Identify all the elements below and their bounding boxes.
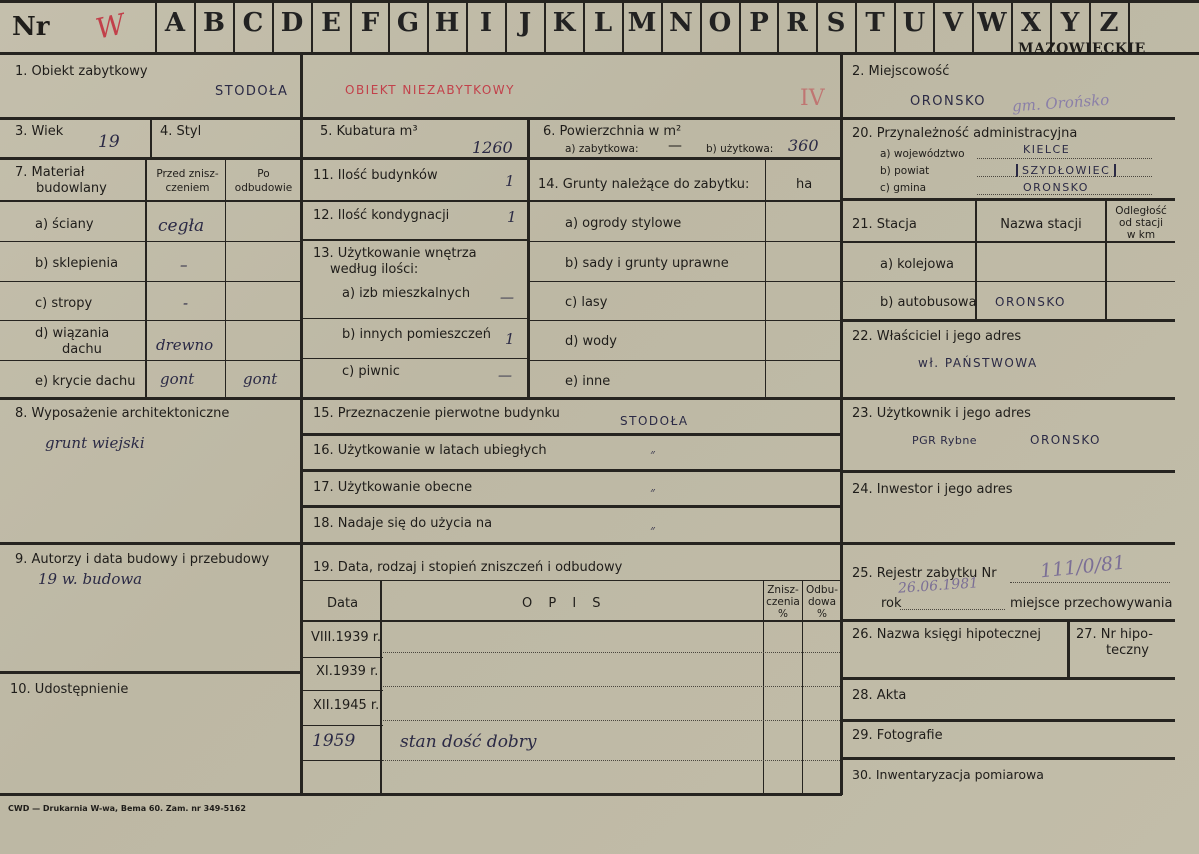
f6-sub-a: a) zabytkowa: bbox=[565, 143, 639, 155]
f13-c-val: — bbox=[498, 368, 512, 384]
f1-value: STODOŁA bbox=[215, 84, 289, 99]
f23-value2: ORONSKO bbox=[1030, 433, 1101, 447]
f7-row-d-before: drewno bbox=[156, 336, 214, 354]
f6-val-a: — bbox=[668, 138, 682, 154]
f12-value: 1 bbox=[507, 208, 517, 226]
f19-div1 bbox=[380, 580, 382, 795]
row2-div2 bbox=[527, 119, 530, 157]
f3-value: 19 bbox=[98, 132, 120, 152]
f21-col-dist2: od stacji bbox=[1118, 217, 1164, 229]
f9-label: 9. Autorzy i data budowy i przebudowy bbox=[15, 552, 270, 567]
f21-b-val: ORONSKO bbox=[995, 295, 1066, 309]
f7-col2a: Po bbox=[257, 168, 270, 180]
f20-a: a) województwo bbox=[880, 148, 965, 160]
f8-label: 8. Wyposażenie architektoniczne bbox=[15, 406, 230, 421]
f29-label: 29. Fotografie bbox=[852, 728, 943, 743]
f1-mark: IV bbox=[800, 86, 825, 111]
f2-note: gm. Orońsko bbox=[1011, 90, 1110, 116]
f28-line bbox=[842, 719, 1175, 722]
f20-c-val: ORONSKO bbox=[1023, 181, 1089, 194]
f28-label: 28. Akta bbox=[852, 688, 907, 703]
letter-i: I bbox=[479, 8, 493, 38]
f10-label: 10. Udostępnienie bbox=[10, 682, 129, 697]
f20-label: 20. Przynależność administracyjna bbox=[852, 126, 1078, 141]
letter-t: T bbox=[865, 8, 885, 38]
f20-a-val: KIELCE bbox=[1023, 143, 1071, 156]
f19-rl3 bbox=[300, 725, 383, 726]
f19-col-z3: % bbox=[778, 608, 788, 620]
f19-rl4 bbox=[300, 760, 383, 761]
f5-value: 1260 bbox=[472, 138, 513, 157]
f17-label: 17. Użytkowanie obecne bbox=[313, 480, 473, 495]
f14-line-a bbox=[528, 241, 840, 242]
nr-label: Nr bbox=[12, 12, 50, 42]
f14-div bbox=[765, 159, 766, 398]
letter-z: Z bbox=[1099, 8, 1119, 38]
f18-label: 18. Nadaje się do użycia na bbox=[313, 516, 493, 531]
top-border bbox=[0, 0, 1199, 3]
f20-c: c) gmina bbox=[880, 182, 927, 194]
f6-val-b: 360 bbox=[788, 136, 819, 155]
f27-label1: 27. Nr hipo- bbox=[1076, 627, 1153, 642]
f19-col-o1: Odbu- bbox=[805, 584, 839, 596]
f19-dot3 bbox=[383, 720, 840, 721]
f21-line-a bbox=[842, 281, 1175, 282]
f30-label: 30. Inwentaryzacja pomiarowa bbox=[852, 767, 1044, 782]
f4-label: 4. Styl bbox=[160, 124, 202, 139]
f21-line bbox=[842, 319, 1175, 322]
f27-label2: teczny bbox=[1106, 643, 1149, 658]
f7-head-line bbox=[0, 200, 300, 202]
f15-line bbox=[300, 433, 840, 436]
f21-col-name: Nazwa stacji bbox=[1000, 217, 1082, 232]
f7-row-c-before: - bbox=[183, 294, 189, 312]
f26-label: 26. Nazwa księgi hipotecznej bbox=[852, 627, 1041, 642]
f7-row-a-label: a) ściany bbox=[35, 217, 94, 232]
f7-row-b-before: – bbox=[180, 256, 188, 274]
bottom-line bbox=[0, 793, 842, 796]
letter-y: Y bbox=[1060, 8, 1080, 38]
f16-label: 16. Użytkowanie w latach ubiegłych bbox=[313, 443, 547, 458]
letter-k: K bbox=[552, 8, 576, 38]
f29-line bbox=[842, 757, 1175, 760]
f25-place: miejsce przechowywania bbox=[1010, 596, 1173, 611]
f12-line bbox=[300, 239, 528, 241]
f22-value: wł. PAŃSTWOWA bbox=[918, 356, 1038, 370]
letter-l: L bbox=[593, 8, 613, 38]
f19-rl2 bbox=[300, 690, 383, 691]
f20-line bbox=[842, 198, 1175, 201]
f25-rok-val: 26.06.1981 bbox=[897, 575, 979, 597]
letter-e: E bbox=[321, 8, 341, 38]
f7-row-b-label: b) sklepienia bbox=[35, 256, 119, 271]
f7-row-c-label: c) stropy bbox=[35, 296, 93, 311]
f24-label: 24. Inwestor i jego adres bbox=[852, 482, 1013, 497]
f7-line-b bbox=[0, 281, 300, 282]
f7-line-c bbox=[0, 320, 300, 321]
row2-line bbox=[0, 157, 840, 160]
f17-value: ״ bbox=[650, 485, 655, 500]
f23-line bbox=[842, 470, 1175, 473]
f26-div bbox=[1067, 621, 1070, 679]
f5-label: 5. Kubatura m³ bbox=[320, 124, 418, 139]
f14-line-b bbox=[528, 281, 840, 282]
f6-sub-b: b) użytkowa: bbox=[706, 143, 774, 155]
letter-j: J bbox=[518, 8, 532, 38]
f19-row2-date: XI.1939 r. bbox=[316, 664, 379, 679]
f21-a: a) kolejowa bbox=[880, 257, 954, 272]
f19-label: 19. Data, rodzaj i stopień zniszczeń i odbudowy bbox=[313, 560, 623, 575]
letter-c: C bbox=[242, 8, 264, 38]
letter-b: B bbox=[203, 8, 225, 38]
letter-u: U bbox=[902, 8, 926, 38]
f21-head-line bbox=[842, 241, 1175, 243]
f7-col1a: Przed znisz- bbox=[156, 168, 219, 180]
f7-row-e-label: e) krycie dachu bbox=[35, 374, 136, 389]
f25-line bbox=[842, 619, 1175, 622]
f7-label1: 7. Materiał bbox=[15, 165, 85, 180]
f14-row-a: a) ogrody stylowe bbox=[565, 216, 682, 231]
row1-line bbox=[0, 117, 1175, 120]
f20-dot-c bbox=[977, 194, 1152, 195]
f14-row-c: c) lasy bbox=[565, 295, 608, 310]
f14-row-e: e) inne bbox=[565, 374, 611, 389]
f19-dot2 bbox=[383, 686, 840, 687]
f7-div2 bbox=[225, 159, 226, 398]
f7-row-e-after: gont bbox=[243, 370, 278, 388]
f25-value: 111/0/81 bbox=[1039, 551, 1127, 583]
f7-row-d-label1: d) wiązania bbox=[35, 326, 110, 341]
f14-label: 14. Grunty należące do zabytku: bbox=[538, 177, 750, 192]
f7-line-d bbox=[0, 360, 300, 361]
f21-b: b) autobusowa bbox=[880, 295, 977, 310]
f13-c: c) piwnic bbox=[342, 364, 400, 379]
f1-label: 1. Obiekt zabytkowy bbox=[15, 64, 148, 79]
f23-label: 23. Użytkownik i jego adres bbox=[852, 406, 1031, 421]
row2-div bbox=[150, 119, 152, 157]
f1-note: OBIEKT NIEZABYTKOWY bbox=[345, 83, 515, 97]
f23-value1: PGR Rybne bbox=[912, 434, 978, 447]
f14-row-b: b) sady i grunty uprawne bbox=[565, 256, 729, 271]
letter-g: G bbox=[396, 8, 420, 38]
f19-row1-date: VIII.1939 r. bbox=[311, 630, 382, 645]
f20-b: b) powiat bbox=[880, 165, 930, 177]
f25-rok-dot bbox=[900, 609, 1005, 610]
letter-f: F bbox=[360, 8, 380, 38]
letter-a: A bbox=[164, 8, 186, 38]
f14-head-line bbox=[528, 200, 840, 202]
f19-row3-date: XII.1945 r. bbox=[313, 698, 380, 713]
f19-dot1 bbox=[383, 652, 840, 653]
f17-line bbox=[300, 505, 840, 508]
f25-rok-label: rok bbox=[881, 596, 902, 611]
f19-col-z1: Znisz- bbox=[767, 584, 799, 596]
f9-value: 19 w. budowa bbox=[38, 570, 143, 588]
f22-label: 22. Właściciel i jego adres bbox=[852, 329, 1022, 344]
region-label: MAZOWIECKIE bbox=[1018, 41, 1146, 57]
f19-col-z2: czenia bbox=[766, 596, 800, 608]
f20-dot-b bbox=[977, 176, 1152, 177]
f20-b-val: SZYDŁOWIEC bbox=[1016, 164, 1116, 177]
f14-line-c bbox=[528, 320, 840, 321]
f2-value: ORONSKO bbox=[910, 94, 987, 109]
f7-label2: budowlany bbox=[36, 181, 107, 196]
row4-line bbox=[0, 542, 1175, 545]
f19-row4-date: 1959 bbox=[312, 731, 356, 751]
f16-value: ״ bbox=[650, 447, 655, 462]
f7-line-a bbox=[0, 241, 300, 242]
f25-dot bbox=[1010, 582, 1170, 583]
f19-col-o2: dowa bbox=[807, 596, 837, 608]
f13-a: a) izb mieszkalnych bbox=[342, 286, 471, 301]
f13-label2: według ilości: bbox=[330, 262, 419, 277]
f11-value: 1 bbox=[505, 172, 515, 190]
f11-line bbox=[300, 200, 528, 202]
f7-div1 bbox=[145, 159, 147, 398]
f14-unit: ha bbox=[796, 177, 813, 192]
f11-label: 11. Ilość budynków bbox=[313, 168, 438, 183]
f7-row-a-before: cegła bbox=[158, 216, 205, 236]
f19-dot4 bbox=[383, 760, 840, 761]
letter-o: O bbox=[708, 8, 732, 38]
letter-n: N bbox=[669, 8, 693, 38]
f15-value: STODOŁA bbox=[620, 414, 689, 428]
f15-label: 15. Przeznaczenie pierwotne budynku bbox=[313, 406, 560, 421]
f18-value: ״ bbox=[650, 523, 655, 538]
f13-b-val: 1 bbox=[505, 330, 515, 348]
letter-x: X bbox=[1020, 8, 1042, 38]
letter-m: M bbox=[627, 8, 657, 38]
f19-col-date: Data bbox=[327, 596, 359, 611]
letter-v: V bbox=[942, 8, 964, 38]
letter-w: W bbox=[977, 8, 1007, 38]
letter-p: P bbox=[749, 8, 769, 38]
f25-label: 25. Rejestr zabytku Nr bbox=[852, 566, 997, 581]
f6-label: 6. Powierzchnia w m² bbox=[543, 124, 682, 139]
col-line-2 bbox=[840, 55, 843, 795]
f14-line-d bbox=[528, 360, 840, 361]
letter-d: D bbox=[280, 8, 304, 38]
f12-label: 12. Ilość kondygnacji bbox=[313, 208, 450, 223]
f13-label1: 13. Użytkowanie wnętrza bbox=[313, 246, 477, 261]
printer-footer: CWD — Drukarnia W-wa, Bema 60. Zam. nr 349-5162 bbox=[8, 804, 246, 813]
f19-rl1 bbox=[300, 657, 383, 658]
f16-line bbox=[300, 469, 840, 472]
letter-h: H bbox=[434, 8, 460, 38]
letter-r: R bbox=[786, 8, 808, 38]
f21-col-dist1: Odległość bbox=[1115, 205, 1167, 217]
f19-row4-desc: stan dość dobry bbox=[400, 732, 537, 752]
f14-row-d: d) wody bbox=[565, 334, 617, 349]
f2-label: 2. Miejscowość bbox=[852, 64, 950, 79]
f13-line-a bbox=[300, 318, 528, 319]
col-line-1 bbox=[300, 55, 303, 795]
f7-row-e-before: gont bbox=[160, 370, 195, 388]
nr-mark: W bbox=[92, 7, 128, 46]
f8-value: grunt wiejski bbox=[45, 434, 145, 452]
f19-col-o3: % bbox=[817, 608, 827, 620]
f27-line bbox=[842, 677, 1175, 680]
f21-col-dist3: w km bbox=[1126, 229, 1156, 241]
f20-dot-a bbox=[977, 158, 1152, 159]
f19-head-line bbox=[300, 620, 840, 622]
f7-col1b: czeniem bbox=[165, 182, 210, 194]
letter-s: S bbox=[826, 8, 846, 38]
f9-line bbox=[0, 671, 300, 674]
f13-b: b) innych pomieszczeń bbox=[342, 327, 492, 342]
f3-label: 3. Wiek bbox=[15, 124, 64, 139]
f13-right-line bbox=[527, 159, 530, 398]
f7-row-d-label2: dachu bbox=[62, 342, 102, 357]
f7-col2b: odbudowie bbox=[234, 182, 293, 194]
f13-line-b bbox=[300, 358, 528, 359]
f13-a-val: — bbox=[500, 290, 514, 306]
row3-line bbox=[0, 397, 1175, 400]
f19-col-desc: O P I S bbox=[522, 596, 607, 611]
f21-label: 21. Stacja bbox=[852, 217, 917, 232]
